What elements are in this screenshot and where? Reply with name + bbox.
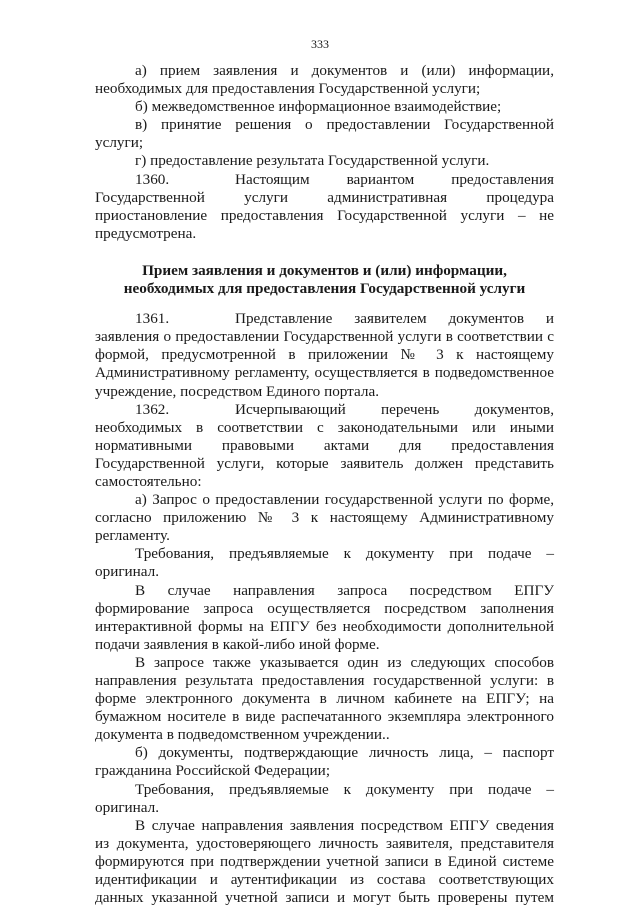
- clause-1360: [95, 171, 554, 243]
- clause-1361: [95, 310, 554, 400]
- clause-1360-text: Настоящим вариантом предоставления Государственной услуги административная процедура приостановление предоставления Государственной услуги – не предусмотрена.: [95, 170, 554, 242]
- item-g-rezultat: г) предоставление результата Государственной услуги.: [135, 152, 490, 170]
- item-v-reshenie: в) принятие решения о предоставлении Государственной услуги;: [95, 116, 554, 152]
- trebovaniya-2: Требования, предъявляемые к документу при подаче – оригинал.: [95, 780, 554, 816]
- document-body: [95, 62, 554, 907]
- section-heading-line-1: Прием заявления и документов и (или) информации,: [142, 261, 507, 279]
- item-a-zapros: а) Запрос о предоставлении государственной услуги по форме, согласно приложению № 3 к настоящему Административному регламенту.: [95, 491, 554, 545]
- trebovaniya-1: Требования, предъявляемые к документу при подаче – оригинал.: [95, 545, 554, 581]
- clause-1361-number: 1361.: [135, 310, 170, 328]
- tail-paragraph: В случае направления заявления посредством ЕПГУ сведения из документа, удостоверяющего личность заявителя, представителя формируются при подтверждении учетной записи в Единой системе идентификации и аутентификации из состава соответствующих данных указанной учетной записи и могут быть проверены путем: [95, 816, 554, 907]
- clause-1362: [95, 401, 554, 491]
- item-b-dokumenty: б) документы, подтверждающие личность лица, – паспорт гражданина Российской Федерации;: [95, 744, 554, 780]
- epgu-formirovanie: В случае направления запроса посредством ЕПГУ формирование запроса осуществляется посредством заполнения интерактивной формы на ЕПГУ без необходимости дополнительной подачи заявления в какой-либо иной форме.: [95, 581, 554, 653]
- sposoby-napravleniya: В запросе также указывается один из следующих способов направления результата предоставления государственной услуги: в форме электронного документа в личном кабинете на ЕПГУ; на бумажном носителе в виде распечатанного экземпляра электронного документа в подведомственном учреждении..: [95, 653, 554, 744]
- item-a-priem: а) прием заявления и документов и (или) информации, необходимых для предоставления Государственной услуги;: [95, 62, 554, 98]
- page-number: 333: [311, 37, 329, 51]
- section-heading-line-2: необходимых для предоставления Государственной услуги: [123, 280, 526, 298]
- clause-1362-text: Исчерпывающий перечень документов, необходимых в соответствии с законодательными или иными нормативными правовыми актами для предоставления Государственной услуги, которые заявитель должен представить самостоятельно:: [95, 400, 554, 490]
- item-b-mezhved: б) межведомственное информационное взаимодействие;: [135, 98, 502, 116]
- clause-1360-number: 1360.: [135, 170, 170, 188]
- clause-1362-number: 1362.: [135, 400, 170, 418]
- clause-1361-text: Представление заявителем документов и заявления о предоставлении Государственной услуги в соответствии с формой, предусмотренной в приложении № 3 к настоящему Административному регламенту, осуществляется в подведомственное учреждение, посредством Единого портала.: [95, 310, 554, 400]
